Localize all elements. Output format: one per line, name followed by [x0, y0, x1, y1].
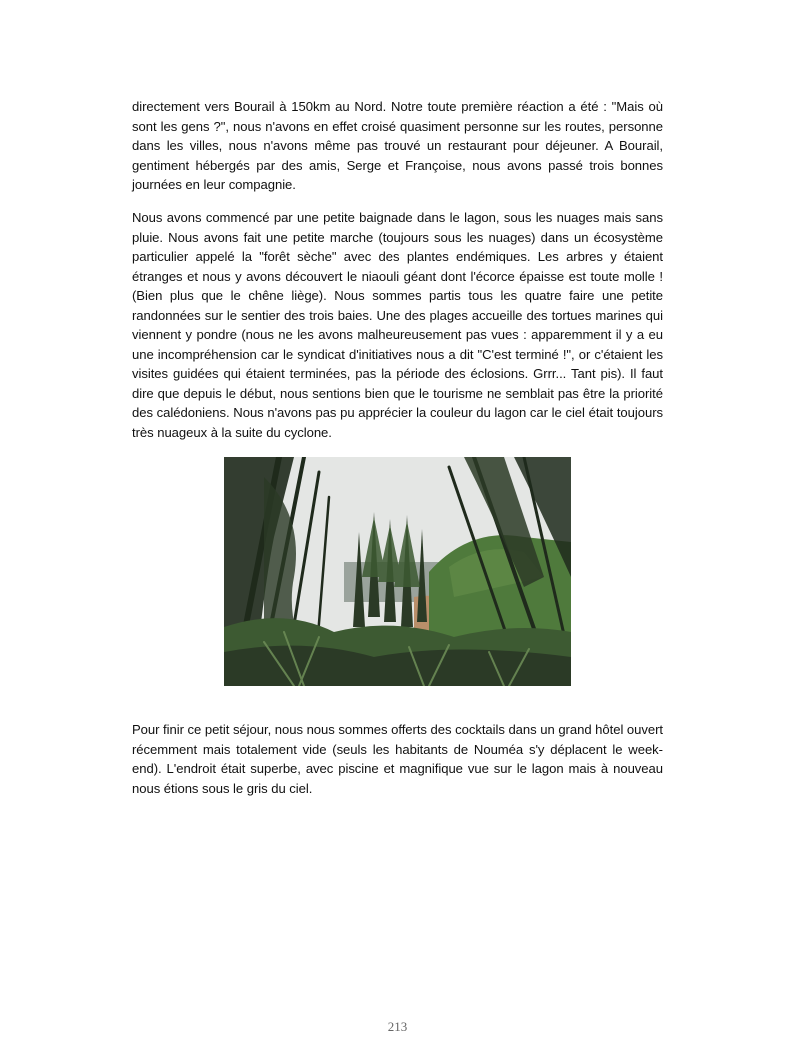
forest-photo — [224, 457, 571, 686]
paragraph-1: directement vers Bourail à 150km au Nord. Notre toute première réaction a été : "Mais où sont les gens ?", nous n'avons en effet croisé quasiment personne sur les routes, personne dans les villes, nous n'avons même pas trouvé un restaurant pour déjeuner. A Bourail, gentiment hébergés par des amis, Serge et Françoise, nous avons passé trois bonnes journées en leur compagnie. — [132, 99, 663, 192]
paragraph-2: Nous avons commencé par une petite baignade dans le lagon, sous les nuages mais sans pluie. Nous avons fait une petite marche (toujours sous les nuages) dans un écosystème particulier appelé la "forêt sèche" avec des plantes endémiques. Les arbres y étaient étranges et nous y avons découvert le niaouli géant dont l'écorce épaisse est toute molle ! (Bien plus que le chêne liège). Nous sommes partis tous les quatre faire une petite randonnées sur le sentier des trois baies. Une des plages accueille des tortues marines qui viennent y pondre (nous ne les avons malheureusement pas vues : apparemment il y a eu une incompréhension car le syndicat d'initiatives nous a dit "C'est terminé !", or c'étaient les visites guidées qui étaient terminées, pas la période des éclosions. Grrr... Tant pis). Il faut dire que depuis le début, nous sentions bien que le tourisme ne semblait pas être la priorité des calédoniens. Nous n'avons pas pu apprécier la couleur du lagon car le ciel était toujours très nuageux à la suite du cyclone. — [132, 210, 663, 440]
page-number: 213 — [387, 1019, 408, 1034]
paragraph-3: Pour finir ce petit séjour, nous nous sommes offerts des cocktails dans un grand hôtel ouvert récemment mais totalement vide (seuls les habitants de Nouméa s'y déplacent le week-end). L'endroit était superbe, avec piscine et magnifique vue sur le lagon mais à nouveau nous étions sous le gris du ciel. — [132, 722, 663, 796]
forest-photo-illustration — [224, 457, 571, 686]
